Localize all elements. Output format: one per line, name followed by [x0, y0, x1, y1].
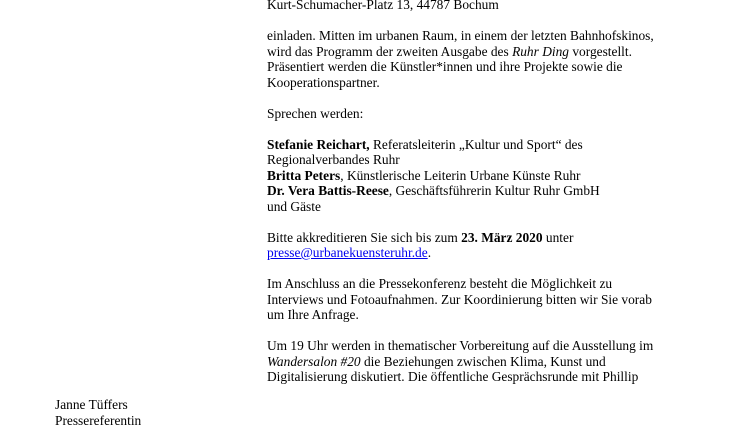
event-title: Ruhr Ding [512, 44, 569, 59]
exhibition-title: Wandersalon #20 [267, 354, 361, 369]
intro-line-4: Kooperationspartner. [267, 75, 727, 91]
contact-name: Janne Tüffers [55, 397, 235, 413]
address-line [267, 0, 727, 13]
evening-line-2: Wandersalon #20 die Beziehungen zwischen Klima, Kunst und [267, 354, 727, 370]
speakers-heading: Sprechen werden: [267, 106, 727, 122]
intro-line-2: wird das Programm der zweiten Ausgabe des Ruhr Ding vorgestellt. [267, 44, 727, 60]
intro-line-3: Präsentiert werden die Künstler*innen und ihre Projekte sowie die [267, 59, 727, 75]
address-text: Kurt-Schumacher-Platz 13, 44787 Bochum [267, 0, 727, 13]
speaker-1-name: Stefanie Reichart, [267, 137, 370, 152]
speaker-3-role: , Geschäftsführerin Kultur Ruhr GmbH [389, 183, 600, 198]
press-email-link[interactable]: presse@urbanekuensteruhr.de [267, 245, 428, 260]
followup-line-3: um Ihre Anfrage. [267, 307, 727, 323]
speaker-2-name: Britta Peters [267, 168, 340, 183]
accreditation-date: 23. März 2020 [461, 230, 542, 245]
speaker-2-role: , Künstlerische Leiterin Urbane Künste Ruhr [340, 168, 580, 183]
evening-paragraph [267, 338, 727, 385]
speaker-1-role-cont: Regionalverbandes Ruhr [267, 152, 727, 168]
guests-line: und Gäste [267, 199, 727, 215]
accreditation-paragraph [267, 230, 727, 261]
contact-role: Pressereferentin [55, 413, 235, 428]
speakers-list [267, 137, 727, 215]
press-release-body [267, 0, 727, 400]
speaker-2 [267, 168, 727, 184]
evening-line-1: Um 19 Uhr werden in thematischer Vorbereitung auf die Ausstellung im [267, 338, 727, 354]
speaker-3 [267, 183, 727, 199]
evening-line-3: Digitalisierung diskutiert. Die öffentliche Gesprächsrunde mit Phillip [267, 369, 727, 385]
speaker-1 [267, 137, 727, 153]
speaker-1-role: Referatsleiterin „Kultur und Sport“ des [370, 137, 583, 152]
followup-paragraph [267, 276, 727, 323]
intro-paragraph [267, 28, 727, 90]
intro-line-1: einladen. Mitten im urbanen Raum, in einem der letzten Bahnhofskinos, [267, 28, 727, 44]
accreditation-line-2: presse@urbanekuensteruhr.de. [267, 245, 727, 261]
press-contact [55, 397, 235, 428]
accreditation-line-1: Bitte akkreditieren Sie sich bis zum 23. März 2020 unter [267, 230, 727, 246]
followup-line-2: Interviews und Fotoaufnahmen. Zur Koordinierung bitten wir Sie vorab [267, 292, 727, 308]
followup-line-1: Im Anschluss an die Pressekonferenz besteht die Möglichkeit zu [267, 276, 727, 292]
speaker-3-name: Dr. Vera Battis-Reese [267, 183, 389, 198]
